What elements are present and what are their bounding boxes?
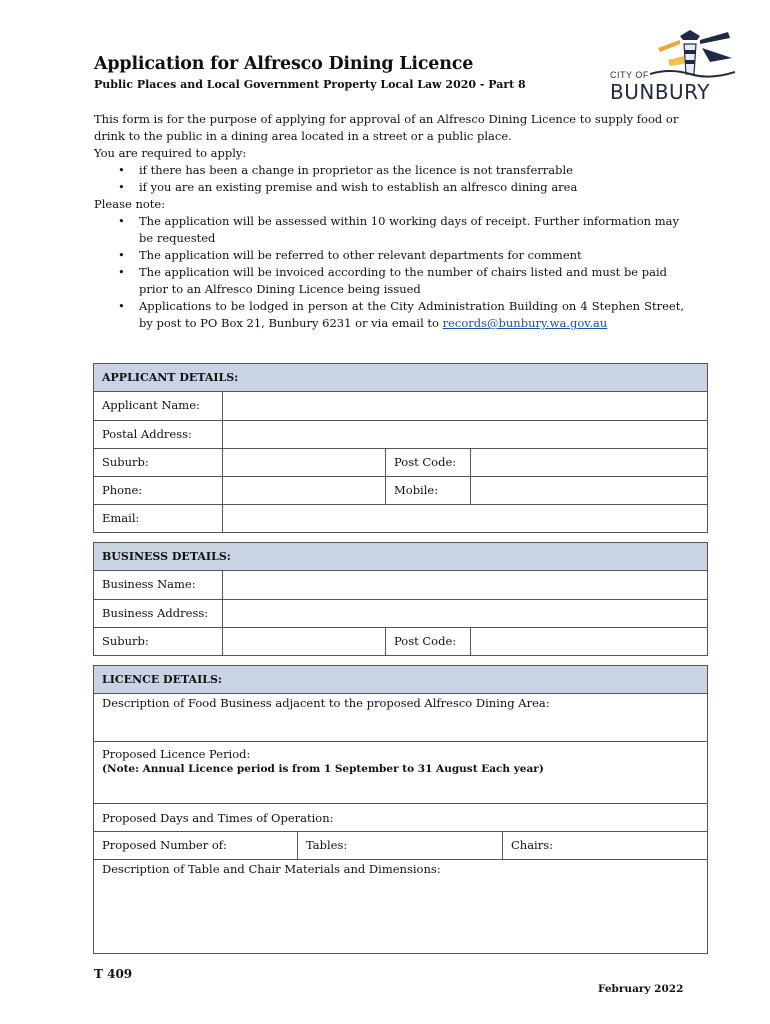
suburb-label: Suburb:: [102, 455, 149, 469]
list-item-lodging: [118, 298, 684, 332]
days-times-field[interactable]: [94, 803, 707, 831]
business-suburb-field[interactable]: [222, 628, 385, 655]
licence-details-section: [93, 665, 708, 954]
table-row: [94, 571, 707, 599]
table-row: [94, 504, 707, 532]
applicant-name-label: Applicant Name:: [102, 398, 200, 412]
tables-label: Tables:: [306, 838, 348, 852]
table-row: [94, 448, 707, 476]
mobile-field[interactable]: [470, 477, 707, 504]
email-label: Email:: [102, 511, 140, 525]
tables-field[interactable]: [297, 832, 502, 859]
licence-period-label: Proposed Licence Period:: [102, 747, 251, 761]
phone-field[interactable]: [222, 477, 385, 504]
business-details-heading: BUSINESS DETAILS:: [94, 543, 707, 571]
list-item: • The application will be assessed within 10 working days of receipt. Further information may be requested: [118, 213, 684, 247]
table-row: [94, 476, 707, 504]
materials-field[interactable]: [94, 859, 707, 953]
required-list: [118, 162, 684, 196]
licence-details-heading: LICENCE DETAILS:: [94, 666, 707, 694]
lighthouse-logo-icon: [650, 30, 735, 78]
logo-city-of: CITY OF: [610, 70, 649, 80]
logo-bunbury: BUNBURY: [610, 80, 711, 104]
business-address-field[interactable]: [222, 600, 707, 627]
table-row: [94, 420, 707, 448]
licence-period-field[interactable]: [94, 741, 707, 803]
business-name-label: Business Name:: [102, 577, 196, 591]
email-link[interactable]: records@bunbury.wa.gov.au: [442, 316, 608, 330]
business-details-section: [93, 542, 708, 656]
postal-address-field[interactable]: [222, 421, 707, 448]
note-label: Please note:: [94, 197, 166, 211]
form-code: T 409: [94, 967, 133, 981]
food-business-field[interactable]: [94, 694, 707, 741]
mobile-label: Mobile:: [385, 477, 470, 504]
list-item: • The application will be referred to other relevant departments for comment: [118, 247, 684, 264]
page-title: Application for Alfresco Dining Licence: [94, 54, 474, 74]
form-date: February 2022: [598, 983, 684, 995]
business-name-field[interactable]: [222, 571, 707, 599]
days-times-label: Proposed Days and Times of Operation:: [102, 811, 334, 825]
post-code-field[interactable]: [470, 449, 707, 476]
proposed-number-label: Proposed Number of:: [102, 838, 227, 852]
table-row: [94, 831, 707, 859]
list-item: • if there has been a change in proprietor as the licence is not transferrable: [118, 162, 684, 179]
table-row: [94, 627, 707, 655]
applicant-name-field[interactable]: [222, 392, 707, 420]
required-label: You are required to apply:: [94, 146, 247, 160]
list-item: • The application will be invoiced according to the number of chairs listed and must be paid prior to an Alfresco Dining Licence being issued: [118, 264, 684, 298]
applicant-details-heading: APPLICANT DETAILS:: [94, 364, 707, 392]
applicant-details-section: [93, 363, 708, 533]
post-code-label: Post Code:: [385, 449, 470, 476]
food-business-label: Description of Food Business adjacent to the proposed Alfresco Dining Area:: [102, 696, 550, 710]
suburb-field[interactable]: [222, 449, 385, 476]
business-address-label: Business Address:: [102, 606, 209, 620]
chairs-field[interactable]: [502, 832, 707, 859]
page-subtitle: Public Places and Local Government Property Local Law 2020 - Part 8: [94, 78, 526, 91]
business-suburb-label: Suburb:: [102, 634, 149, 648]
chairs-label: Chairs:: [511, 838, 554, 852]
lodging-text: Applications to be lodged in person at the City Administration Building on 4 Stephen Street, by post to PO Box 21, Bunbury 6231 or via email to: [139, 299, 684, 330]
phone-label: Phone:: [102, 483, 143, 497]
business-post-code-label: Post Code:: [385, 628, 470, 655]
table-row: [94, 392, 707, 420]
email-field[interactable]: [222, 505, 707, 532]
intro-section: [94, 111, 684, 332]
table-row: [94, 599, 707, 627]
note-list: [118, 213, 684, 332]
intro-paragraph: This form is for the purpose of applying for approval of an Alfresco Dining Licence to supply food or drink to the public in a dining area located in a street or a public place.: [94, 112, 679, 143]
materials-label: Description of Table and Chair Materials and Dimensions:: [102, 862, 441, 876]
business-post-code-field[interactable]: [470, 628, 707, 655]
postal-address-label: Postal Address:: [102, 427, 192, 441]
city-logo: [610, 30, 735, 105]
licence-period-note: (Note: Annual Licence period is from 1 September to 31 August Each year): [102, 763, 544, 775]
list-item: • if you are an existing premise and wish to establish an alfresco dining area: [118, 179, 684, 196]
